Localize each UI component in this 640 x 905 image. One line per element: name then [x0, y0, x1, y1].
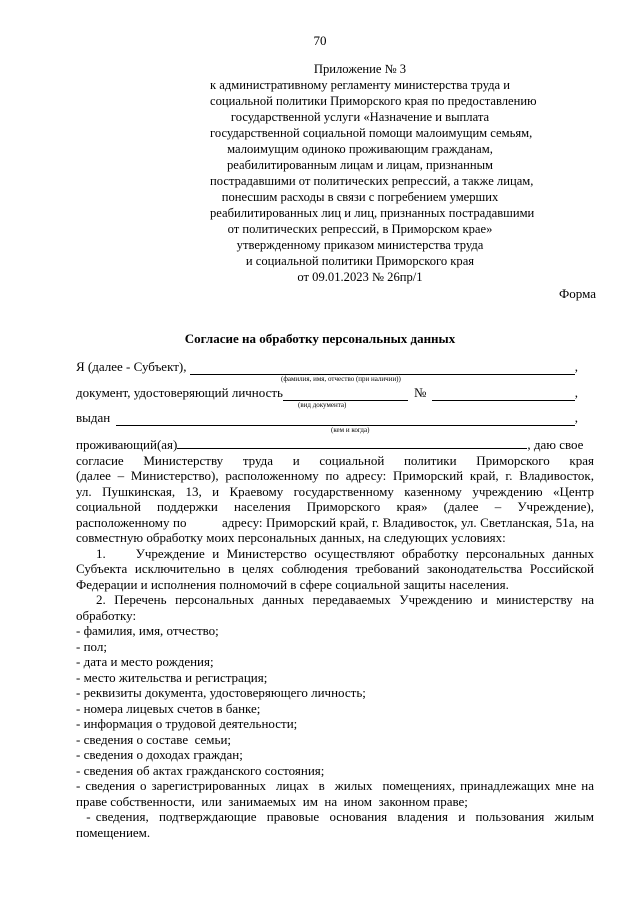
appendix-line: от 09.01.2023 № 26пр/1: [297, 270, 423, 284]
form-label: Форма: [559, 286, 596, 301]
identity-document-field: [76, 385, 578, 409]
item2-line: 2. Перечень персональных данных передаваемых Учреждению и министерству на: [96, 592, 594, 607]
comma: ,: [574, 410, 578, 425]
list-item: - дата и место рождения;: [76, 654, 214, 669]
appendix-line: пострадавшими от политических репрессий, а также лицам,: [210, 174, 534, 188]
consent-line: социальной поддержки населения Приморского края» (далее – Учреждение),: [76, 499, 594, 514]
subject-prefix: Я (далее - Субъект),: [76, 359, 187, 374]
document-prefix: документ, удостоверяющий личность: [76, 385, 283, 400]
document-type-line[interactable]: [283, 387, 408, 401]
appendix-line: государственной услуги «Назначение и выплата: [230, 110, 490, 124]
list-item: - номера лицевых счетов в банке;: [76, 700, 261, 716]
consent-body: [76, 436, 594, 840]
appendix-line: реабилитированным лицам и лицам, признанным: [226, 158, 494, 172]
consent-line: согласие Министерству труда и социальной политики Приморского края: [76, 452, 594, 468]
issued-by-line[interactable]: [116, 412, 575, 426]
subject-field: [76, 359, 578, 383]
list-item: - информация о трудовой деятельности;: [76, 716, 298, 731]
housing-line-last: праве собственности, или занимаемых им на ином законном праве;: [76, 793, 468, 809]
appendix-line: утвержденному приказом министерства труда: [236, 238, 484, 252]
item2-line-last: обработку:: [76, 607, 137, 623]
comma: ,: [574, 385, 578, 400]
issued-caption: (кем и когда): [331, 426, 370, 434]
consent-line: расположенному по адресу: Приморский край, г. Владивосток, ул. Светланская, 51а, на: [76, 514, 594, 530]
appendix-line: понесшим расходы в связи с погребением умерших: [221, 190, 499, 204]
list-item: - сведения об актах гражданского состояния;: [76, 762, 325, 778]
consent-line: ул. Пушкинская, 13, и Краевому государственному казенному учреждению «Центр: [76, 483, 594, 499]
appendix-header: [210, 61, 537, 285]
list-item: - реквизиты документа, удостоверяющего личность;: [76, 685, 366, 700]
comma: ,: [574, 359, 578, 374]
subject-name-line[interactable]: [190, 361, 574, 375]
page-number: 70: [313, 33, 327, 48]
document-title: Согласие на обработку персональных данных: [184, 331, 456, 346]
residing-prefix: проживающий(ая): [76, 437, 178, 452]
appendix-line: социальной политики Приморского края по предоставлению: [210, 94, 537, 108]
item1-line: Субъекта исключительно в целях соблюдения требований законодательства Российской: [76, 561, 594, 576]
appendix-line: и социальной политики Приморского края: [245, 254, 475, 268]
appendix-line: государственной социальной помощи малоимущим семьям,: [210, 126, 533, 140]
list-item: - сведения о составе семьи;: [76, 731, 232, 747]
appendix-line: малоимущим одиноко проживающим гражданам,: [227, 142, 493, 156]
document-number-sign: №: [413, 385, 427, 400]
rights-line-last: помещением.: [76, 824, 151, 840]
residing-suffix: , даю свое: [527, 437, 584, 452]
appendix-line: к административному регламенту министерства труда и: [210, 78, 510, 92]
issued-by-field: [76, 410, 578, 434]
item1-line-last: Федерации и исполнения полномочий в сфере социальной защиты населения.: [76, 576, 509, 592]
appendix-line: реабилитированных лиц и лиц, признанных пострадавшими: [210, 206, 535, 220]
consent-line: (далее – Министерство), расположенному по адресу: Приморский край, г. Владивосток,: [76, 468, 594, 483]
residing-line: [76, 436, 594, 453]
item1-line: 1. Учреждение и Министерство осуществляют обработку персональных данных: [96, 545, 594, 561]
document-caption: (вид документа): [298, 401, 347, 409]
list-item: - место жительства и регистрация;: [76, 669, 268, 685]
appendix-line: Приложение № 3: [313, 62, 407, 76]
document-number-line[interactable]: [432, 387, 574, 401]
list-item: - фамилия, имя, отчество;: [76, 623, 219, 638]
residence-address-line[interactable]: [177, 436, 527, 449]
list-item: - пол;: [76, 638, 107, 654]
issued-prefix: выдан: [76, 410, 111, 425]
rights-line: - сведения, подтверждающие правовые основания владения и пользования жилым: [76, 809, 594, 824]
housing-line: - сведения о зарегистрированных лицах в жилых помещениях, принадлежащих мне на: [76, 778, 594, 793]
appendix-line: от политических репрессий, в Приморском крае»: [227, 222, 493, 236]
consent-line-last: совместную обработку моих персональных данных, на следующих условиях:: [76, 530, 506, 545]
list-item: - сведения о доходах граждан;: [76, 747, 243, 762]
subject-caption: (фамилия, имя, отчество (при наличии)): [281, 375, 401, 383]
